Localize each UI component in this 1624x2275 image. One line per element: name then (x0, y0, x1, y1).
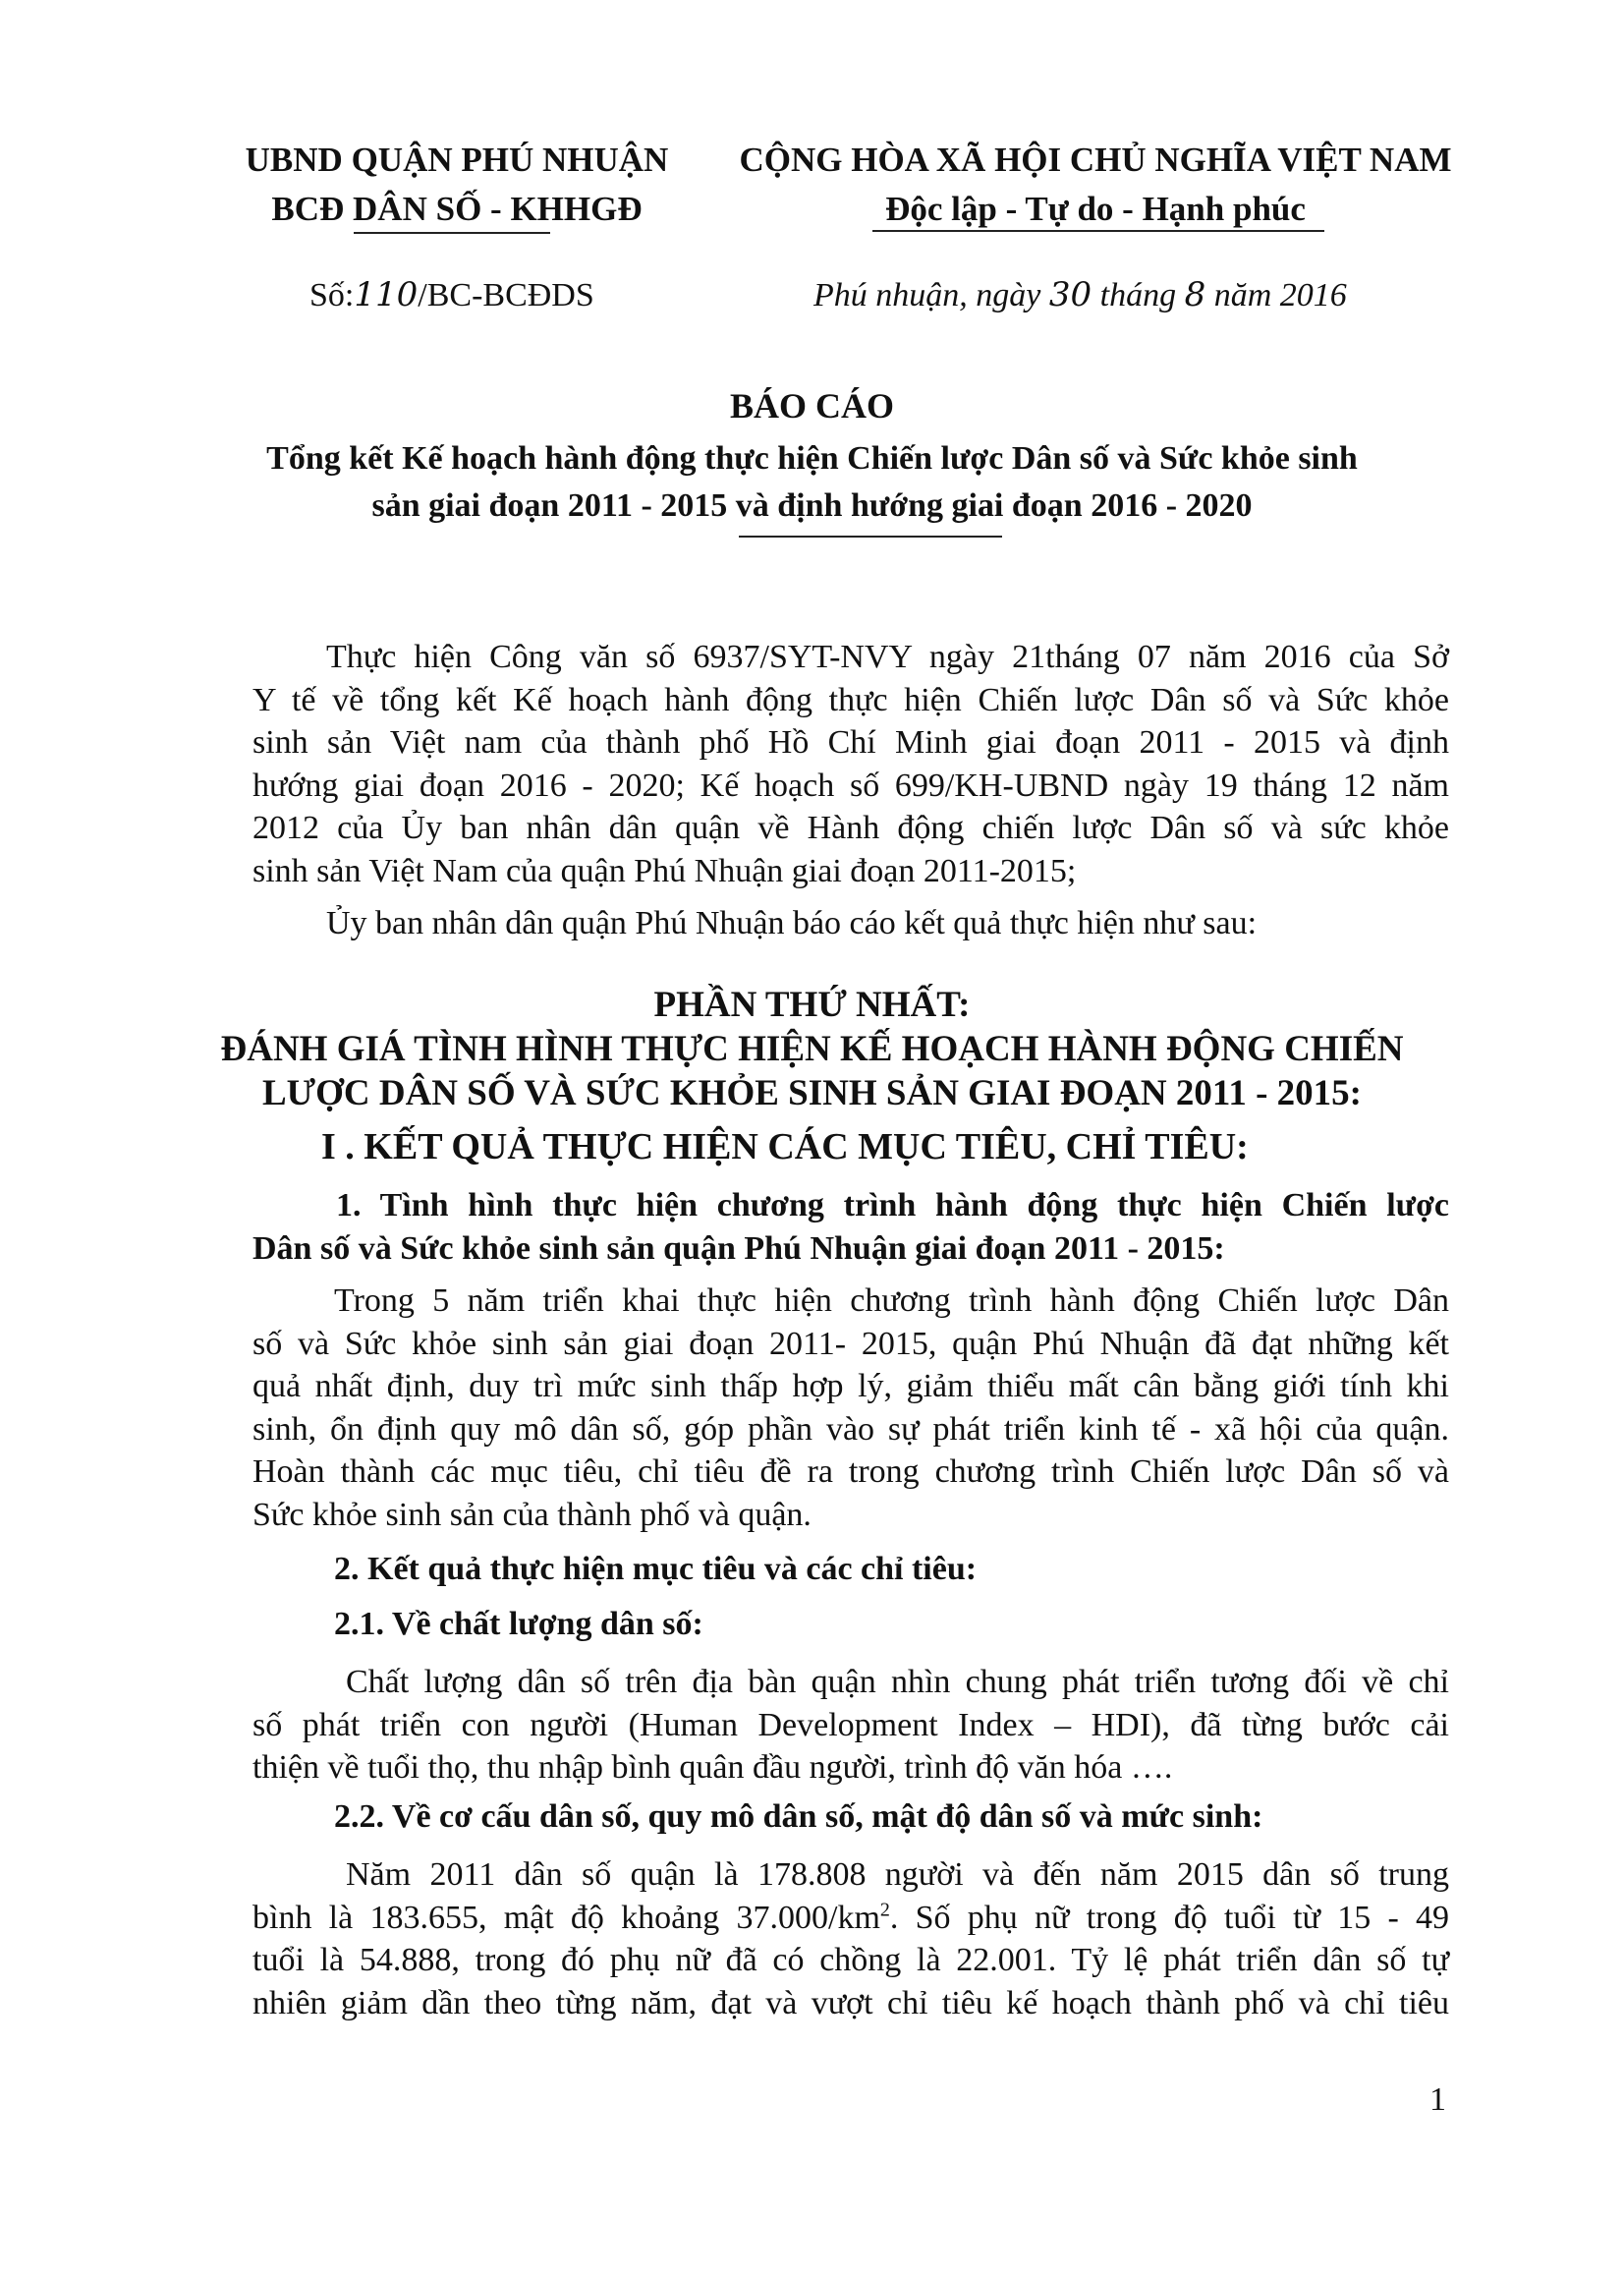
subsection-1-line: 1. Tình hình thực hiện chương trình hành động thực hiện Chiến lược (336, 1187, 1449, 1223)
motto: Độc lập - Tự do - Hạnh phúc (885, 190, 1306, 228)
issuer-line-2: BCĐ DÂN SỐ - KHHGĐ (271, 190, 643, 228)
issuer-line-1: UBND QUẬN PHÚ NHUẬN (245, 141, 669, 179)
paragraph-line: quả nhất định, duy trì mức sinh thấp hợp lý, giảm thiểu mất cân bằng giới tính khi (252, 1368, 1449, 1404)
date-year: năm 2016 (1205, 277, 1347, 313)
intro-line: Y tế về tổng kết Kế hoạch hành động thực hiện Chiến lược Dân số và Sức khỏe (252, 681, 1449, 718)
intro-paragraph (252, 636, 1449, 892)
national-motto-block (732, 136, 1459, 234)
paragraph-line: Trong 5 năm triển khai thực hiện chương trình hành động Chiến lược Dân (334, 1282, 1449, 1319)
date-month: 8 (1184, 275, 1206, 314)
subtitle-line-2: sản giai đoạn 2011 - 2015 và định hướng giai đoạn 2016 - 2020 (371, 487, 1253, 524)
paragraph-achievements (252, 1280, 1449, 1536)
section-heading: I . KẾT QUẢ THỰC HIỆN CÁC MỤC TIÊU, CHỈ TIÊU: (321, 1126, 1249, 1167)
document-date (813, 275, 1347, 314)
paragraph-line: Chất lượng dân số trên địa bàn quận nhìn chung phát triển tương đối về chỉ (346, 1664, 1449, 1700)
intro-line: hướng giai đoạn 2016 - 2020; Kế hoạch số 699/KH-UBND ngày 19 tháng 12 năm (252, 767, 1449, 804)
paragraph-population-quality (252, 1661, 1449, 1790)
doc-number-prefix: Số: (309, 277, 355, 313)
paragraph-line (252, 1897, 1449, 1940)
country-name: CỘNG HÒA XÃ HỘI CHỦ NGHĨA VIỆT NAM (739, 141, 1452, 179)
subsection-2-1-heading: 2.1. Về chất lượng dân số: (334, 1606, 703, 1642)
women-count-text: . Số phụ nữ trong độ tuổi từ 15 - 49 (889, 1899, 1450, 1936)
issuer-block (236, 136, 678, 234)
subsection-2-2-heading: 2.2. Về cơ cấu dân số, quy mô dân số, mật độ dân số và mức sinh: (334, 1798, 1263, 1835)
paragraph-line: Hoàn thành các mục tiêu, chỉ tiêu đề ra trong chương trình Chiến lược Dân số và (252, 1453, 1449, 1490)
paragraph-line: nhiên giảm dần theo từng năm, đạt và vượt chỉ tiêu kế hoạch thành phố và chỉ tiêu (252, 1984, 1449, 2021)
part-title-line-1: ĐÁNH GIÁ TÌNH HÌNH THỰC HIỆN KẾ HOẠCH HÀNH ĐỘNG CHIẾN (220, 1029, 1404, 1069)
paragraph-line: tuổi là 54.888, trong đó phụ nữ đã có chồng là 22.001. Tỷ lệ phát triển dân số tự (252, 1942, 1449, 1978)
motto-underline (872, 230, 1324, 232)
document-number (309, 275, 594, 314)
date-day: 30 (1048, 275, 1092, 314)
part-title-line-2: LƯỢC DÂN SỐ VÀ SỨC KHỎE SINH SẢN GIAI ĐOẠN 2011 - 2015: (261, 1073, 1362, 1113)
subsection-2-heading: 2. Kết quả thực hiện mục tiêu và các chỉ tiêu: (334, 1551, 978, 1587)
report-subtitle (0, 435, 1624, 530)
report-title: BÁO CÁO (729, 386, 894, 426)
paragraph-line: sinh, ổn định quy mô dân số, góp phần vào sự phát triển kinh tế - xã hội của quận. (252, 1410, 1449, 1448)
report-statement: Ủy ban nhân dân quận Phú Nhuận báo cáo kết quả thực hiện như sau: (326, 905, 1258, 941)
date-month-label: tháng (1092, 277, 1185, 313)
paragraph-line: Năm 2011 dân số quận là 178.808 người và đến năm 2015 dân số trung (346, 1856, 1449, 1893)
paragraph-line: thiện về tuổi thọ, thu nhập bình quân đầu người, trình độ văn hóa …. (252, 1749, 1173, 1786)
intro-line: sinh sản Việt Nam của quận Phú Nhuận giai đoạn 2011-2015; (252, 852, 1077, 889)
paragraph-line: Sức khỏe sinh sản của thành phố và quận. (252, 1496, 812, 1533)
part-heading: PHẦN THỨ NHẤT: (653, 985, 971, 1025)
date-prefix: Phú nhuận, ngày (813, 277, 1049, 313)
subsection-1-heading (252, 1184, 1449, 1270)
issuer-underline (354, 232, 550, 234)
subsection-1-line: Dân số và Sức khỏe sinh sản quận Phú Nhuận giai đoạn 2011 - 2015: (252, 1229, 1225, 1267)
page-number: 1 (1429, 2081, 1446, 2118)
subtitle-line-1: Tổng kết Kế hoạch hành động thực hiện Chiến lược Dân số và Sức khỏe sinh (266, 440, 1358, 477)
density-text: bình là 183.655, mật độ khoảng 37.000/km (252, 1899, 880, 1936)
paragraph-population-structure (252, 1853, 1449, 2024)
intro-line: sinh sản Việt nam của thành phố Hồ Chí Minh giai đoạn 2011 - 2015 và định (252, 724, 1449, 761)
paragraph-line: số phát triển con người (Human Development Index – HDI), đã từng bước cải (252, 1706, 1449, 1743)
intro-line: Thực hiện Công văn số 6937/SYT-NVY ngày 21tháng 07 năm 2016 của Sở (326, 639, 1449, 675)
superscript: 2 (879, 1899, 890, 1921)
intro-line: 2012 của Ủy ban nhân dân quận về Hành động chiến lược Dân số và sức khỏe (252, 810, 1449, 846)
doc-number-value: 110 (354, 275, 419, 314)
paragraph-line: số và Sức khỏe sinh sản giai đoạn 2011- 2015, quận Phú Nhuận đã đạt những kết (252, 1325, 1449, 1362)
doc-number-suffix: /BC-BCĐDS (418, 277, 594, 313)
title-underline (739, 536, 1002, 538)
